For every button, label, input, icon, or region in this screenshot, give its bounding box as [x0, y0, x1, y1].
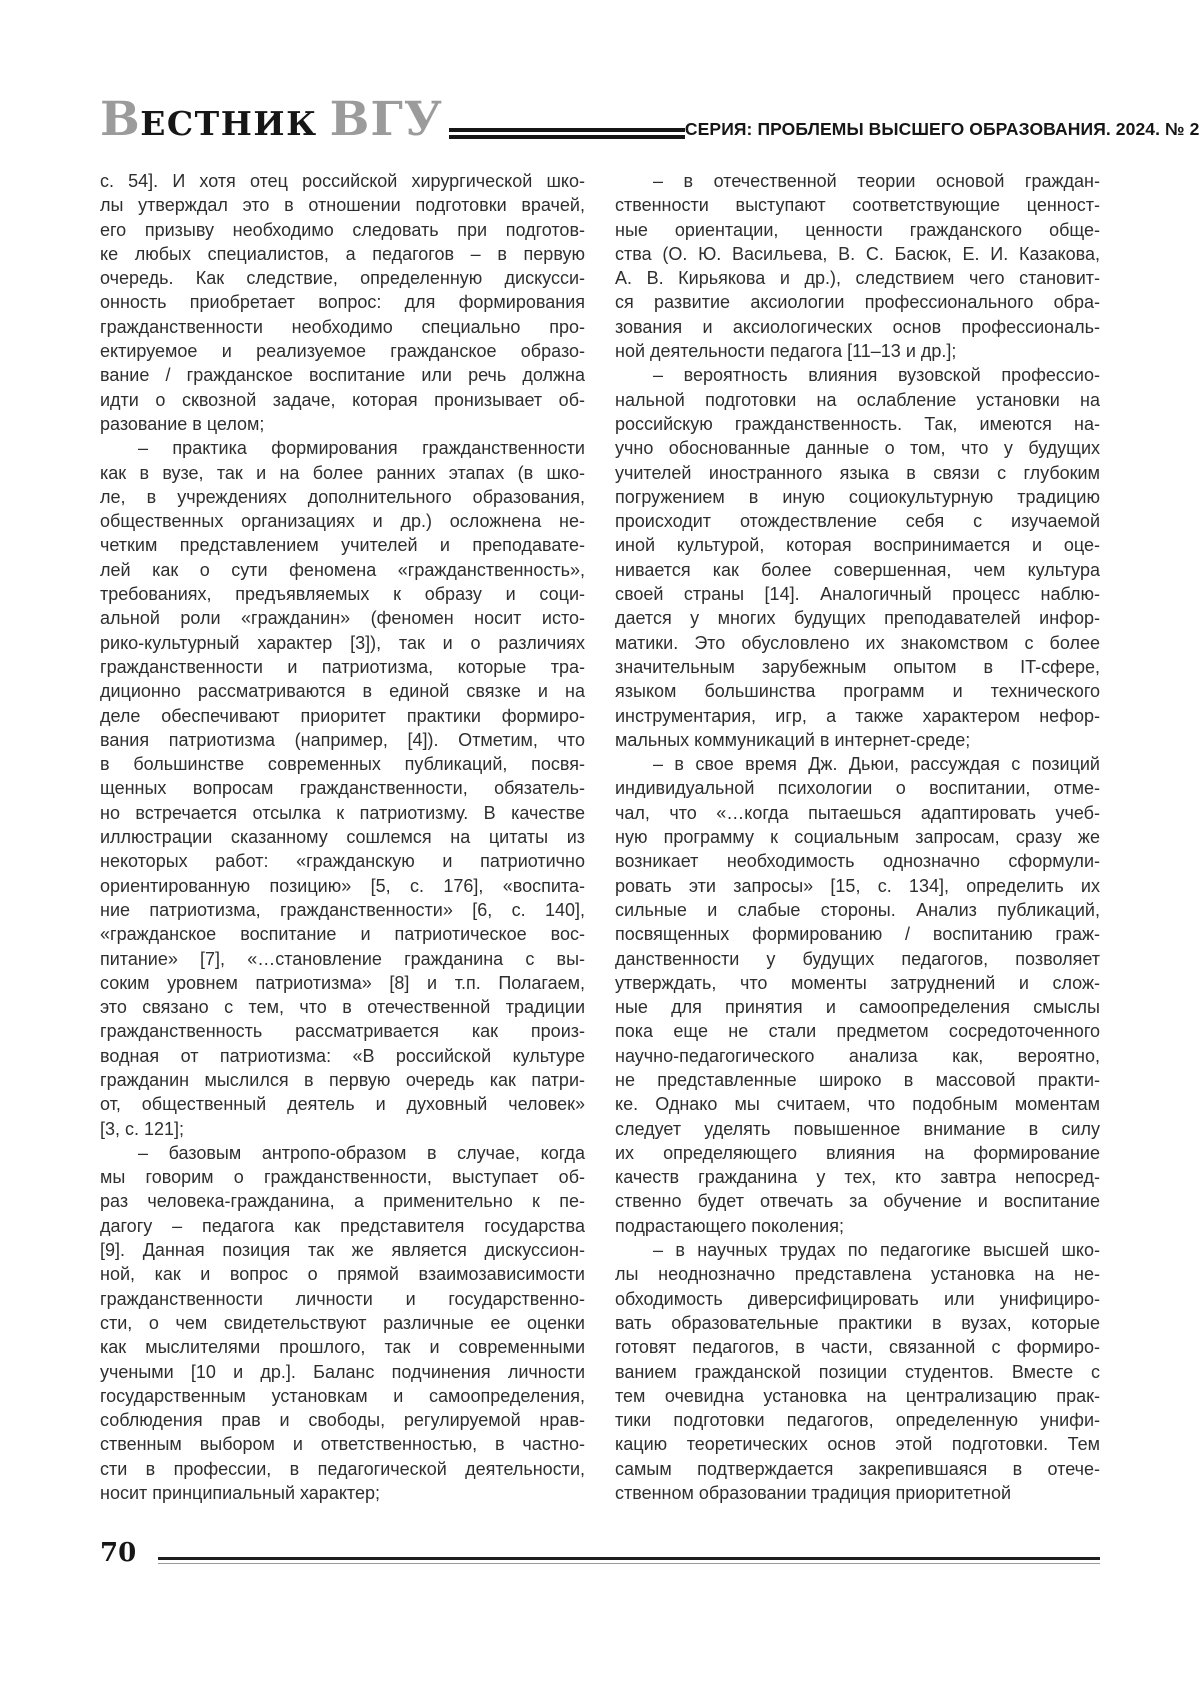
text-line: ственно будет отвечать за обучение и воспитание: [615, 1191, 1100, 1212]
text-line: носит принципиальный характер;: [100, 1483, 380, 1504]
text-line: научно-педагогического анализа как, вероятно,: [615, 1045, 1100, 1066]
paragraph: [615, 1238, 1100, 1505]
text-line: соким уровнем патриотизма» [8] и т.п. Полагаем,: [100, 972, 585, 993]
text-line: щенных вопросам гражданственности, обязатель-: [100, 778, 585, 799]
page-number: 70: [100, 1538, 137, 1568]
text-line: языком большинства программ и технического: [615, 681, 1100, 702]
text-line: матики. Это обусловлено их знакомством с более: [615, 632, 1100, 653]
text-line: посвященных формированию / воспитанию граж-: [615, 924, 1100, 945]
text-line: иллюстрации сказанному сошлемся на цитаты из: [100, 827, 585, 848]
text-line: пока еще не стали предметом сосредоточенного: [615, 1021, 1100, 1042]
text-line: водная от патриотизма: «В российской культуре: [100, 1045, 585, 1066]
text-line: как в вузе, так и на более ранних этапах (в шко-: [100, 462, 585, 483]
logo-initial-letter: В: [100, 92, 141, 147]
text-line: чал, что «…когда пытаешься адаптировать учеб-: [615, 802, 1100, 823]
text-line: следует уделять повышенное внимание в силу: [615, 1118, 1100, 1139]
text-line: тем очевидна установка на централизацию прак-: [615, 1385, 1100, 1406]
text-line: ственности выступают соответствующие ценност-: [615, 195, 1100, 216]
text-line: очередь. Как следствие, определенную дискусси-: [100, 268, 585, 289]
text-line: [3, с. 121];: [100, 1118, 185, 1139]
logo-word2: ВГУ: [329, 92, 443, 147]
text-line: гражданственности и патриотизма, которые тра-: [100, 656, 585, 677]
text-line: обходимость диверсифицировать или унифициро-: [615, 1288, 1100, 1309]
text-line: ектируемое и реализуемое гражданское образо-: [100, 341, 585, 362]
text-line: требованиях, предъявляемых к образу и соци-: [100, 584, 585, 605]
text-line: ственном образовании традиция приоритетной: [615, 1483, 1012, 1504]
text-line: происходит отождествление себя с изучаемой: [615, 511, 1100, 532]
text-line: альной роли «гражданин» (феномен носит исто-: [100, 608, 585, 629]
text-line: возникает необходимость однозначно сформули-: [615, 851, 1100, 872]
paragraph: [100, 169, 585, 436]
text-line: идти о сквозной задаче, которая пронизывает об-: [100, 389, 585, 410]
text-line: ние патриотизма, гражданственности» [6, с. 140],: [100, 899, 585, 920]
text-line: – вероятность влияния вузовской профессио-: [653, 365, 1100, 386]
text-line: лы неоднозначно представлена установка на не-: [615, 1264, 1100, 1285]
text-line: ся развитие аксиологии профессионального обра-: [615, 292, 1100, 313]
text-line: как мыслителями прошлого, так и современными: [100, 1337, 585, 1358]
text-line: но встречается отсылка к патриотизму. В качестве: [100, 802, 585, 823]
text-line: российскую гражданственность. Так, имеются на-: [615, 413, 1100, 434]
footer-rule: [158, 1557, 1100, 1564]
text-line: общественных организациях и др.) осложнена не-: [100, 511, 585, 532]
text-line: зования и аксиологических основ профессиональ-: [615, 316, 1100, 337]
text-line: иной культурой, которая воспринимается и оце-: [615, 535, 1100, 556]
text-line: деле обеспечивают приоритет практики формиро-: [100, 705, 585, 726]
paragraph: [615, 363, 1100, 752]
text-line: готовят педагогов, в части, связанной с формиро-: [615, 1337, 1100, 1358]
text-line: мальных коммуникаций в интернет-среде;: [615, 729, 971, 750]
text-line: разование в целом;: [100, 413, 265, 434]
text-line: четким представлением учителей и преподавате-: [100, 535, 585, 556]
text-line: ной, как и вопрос о прямой взаимозависимости: [100, 1264, 585, 1285]
text-line: индивидуальной психологии о воспитании, отме-: [615, 778, 1100, 799]
text-line: качеств гражданина у тех, кто завтра непосред-: [615, 1167, 1100, 1188]
text-line: ные ориентации, ценности гражданского обще-: [615, 219, 1100, 240]
text-line: – в свое время Дж. Дьюи, рассуждая с позиций: [653, 754, 1100, 775]
text-line: – в научных трудах по педагогике высшей шко-: [653, 1240, 1100, 1261]
paragraph: [100, 436, 585, 1141]
header-double-rule: [449, 128, 685, 139]
text-column-right: [615, 169, 1100, 1505]
text-line: данственности у будущих педагогов, позволяет: [615, 948, 1100, 969]
text-line: – в отечественной теории основой граждан-: [653, 171, 1100, 191]
text-line: лей как о сути феномена «гражданственность»,: [100, 559, 585, 580]
page-footer: [100, 1540, 1100, 1566]
logo-word1-rest: ЕСТНИК: [140, 104, 318, 143]
text-line: гражданственности необходимо специально про-: [100, 316, 585, 337]
text-column-left: [100, 169, 585, 1505]
text-line: ке любых специалистов, а педагогов – в первую: [100, 243, 585, 264]
text-line: вание / гражданское воспитание или речь должна: [100, 365, 585, 386]
text-line: это связано с тем, что в отечественной традиции: [100, 997, 585, 1018]
text-line: – базовым антропо-образом в случае, когда: [138, 1142, 585, 1163]
text-line: значительным зарубежным опытом в IT-сфере,: [615, 656, 1100, 677]
text-line: нивается как более совершенная, чем культура: [615, 559, 1100, 580]
text-line: учителей иностранного языка в связи с глубоким: [615, 462, 1100, 483]
text-line: онность приобретает вопрос: для формирования: [100, 292, 585, 313]
text-line: некоторых работ: «гражданскую и патриотично: [100, 851, 585, 872]
text-line: ровать эти запросы» [15, с. 134], определить их: [615, 875, 1100, 896]
paragraph: [615, 752, 1100, 1238]
text-line: ориентированную позицию» [5, с. 176], «воспита-: [100, 875, 585, 896]
text-line: не представленные широко в массовой практи-: [615, 1069, 1100, 1090]
text-line: лы утверждал это в отношении подготовки врачей,: [100, 195, 585, 216]
text-line: в большинстве современных публикаций, посвя-: [100, 754, 585, 775]
text-line: своей страны [14]. Аналогичный процесс наблю-: [615, 584, 1100, 605]
text-line: погружением в иную социокультурную традицию: [615, 486, 1100, 507]
text-line: ке. Однако мы считаем, что подобным моментам: [615, 1094, 1100, 1115]
text-line: сти в профессии, в педагогической деятельности,: [100, 1458, 585, 1479]
text-line: ной деятельности педагога [11–13 и др.];: [615, 341, 957, 362]
text-line: их определяющего влияния на формирование: [615, 1142, 1100, 1163]
text-line: сти, о чем свидетельствуют различные ее оценки: [100, 1312, 585, 1333]
text-line: подрастающего поколения;: [615, 1215, 844, 1236]
text-line: гражданин мыслился в первую очередь как патри-: [100, 1069, 585, 1090]
text-line: ную программу к социальным запросам, сразу же: [615, 827, 1100, 848]
page-header: [100, 92, 1200, 147]
text-line: гражданственности личности и государственно-: [100, 1288, 585, 1309]
text-line: кацию теоретических основ этой подготовки. Тем: [615, 1434, 1100, 1455]
text-line: ственным выбором и ответственностью, в частно-: [100, 1434, 585, 1455]
text-line: ные для принятия и самоопределения смыслы: [615, 997, 1100, 1018]
text-line: раз человека-гражданина, а применительно к пе-: [100, 1191, 585, 1212]
text-line: с. 54]. И хотя отец российской хирургической шко-: [100, 171, 585, 191]
text-line: «гражданское воспитание и патриотическое вос-: [100, 924, 585, 945]
text-line: питание» [7], «…становление гражданина с вы-: [100, 948, 585, 969]
journal-logo: [100, 92, 443, 147]
text-line: дается у многих будущих преподавателей инфор-: [615, 608, 1100, 629]
text-line: ле, в учреждениях дополнительного образования,: [100, 486, 585, 507]
text-line: тики подготовки педагогов, определенную унифи-: [615, 1410, 1100, 1431]
text-line: мы говорим о гражданственности, выступает об-: [100, 1167, 585, 1188]
text-line: учеными [10 и др.]. Баланс подчинения личности: [100, 1361, 585, 1382]
text-line: вания патриотизма (например, [4]). Отметим, что: [100, 729, 585, 750]
text-line: учно обоснованные данные о том, что у будущих: [615, 438, 1100, 459]
text-line: инструментария, игр, а также характером нефор-: [615, 705, 1100, 726]
paragraph: [615, 169, 1100, 363]
text-line: нальной подготовки на ослабление установки на: [615, 389, 1100, 410]
text-line: утверждать, что моменты затруднений и слож-: [615, 972, 1100, 993]
text-line: ванием гражданской позиции студентов. Вместе с: [615, 1361, 1100, 1382]
text-line: дагогу – педагога как представителя государства: [100, 1215, 585, 1236]
text-line: вать образовательные практики в вузах, которые: [615, 1312, 1100, 1333]
text-line: рико-культурный характер [3]), так и о различиях: [100, 632, 585, 653]
text-line: государственным установкам и самоопределения,: [100, 1385, 585, 1406]
series-title: СЕРИЯ: ПРОБЛЕМЫ ВЫСШЕГО ОБРАЗОВАНИЯ. 2024. № 2: [684, 119, 1200, 139]
text-line: соблюдения прав и свободы, регулируемой нрав-: [100, 1410, 585, 1431]
text-line: [9]. Данная позиция так же является дискуссион-: [100, 1240, 585, 1261]
paragraph: [100, 1141, 585, 1505]
text-line: диционно рассматриваются в единой связке и на: [100, 681, 585, 702]
text-line: гражданственность рассматривается как произ-: [100, 1021, 585, 1042]
text-line: ства (О. Ю. Васильева, В. С. Басюк, Е. И. Казакова,: [615, 243, 1100, 264]
text-line: А. В. Кирьякова и др.), следствием чего становит-: [615, 268, 1100, 289]
text-line: самым подтверждается закрепившаяся в отече-: [615, 1458, 1100, 1479]
text-line: – практика формирования гражданственности: [138, 438, 585, 459]
text-line: сильные и слабые стороны. Анализ публикаций,: [615, 899, 1100, 920]
article-body: [100, 169, 1100, 1505]
text-line: его призыву необходимо следовать при подготов-: [100, 219, 585, 240]
text-line: от, общественный деятель и духовный человек»: [100, 1094, 585, 1115]
